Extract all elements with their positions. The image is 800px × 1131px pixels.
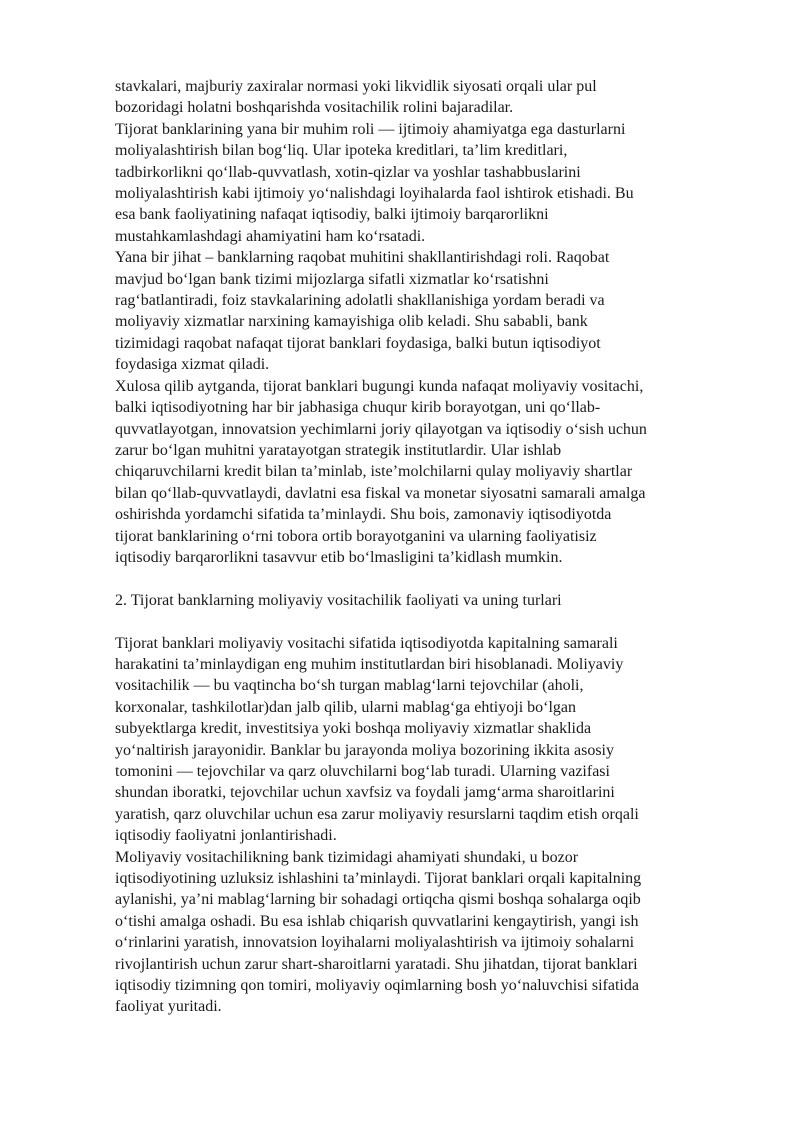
paragraph-intermediation-definition (115, 633, 745, 847)
text-line: harakatini ta’minlaydigan eng muhim institutlardan biri hisoblanadi. Moliyaviy (115, 655, 624, 673)
paragraph-competition (115, 247, 745, 375)
spacer (115, 568, 745, 589)
text-line: iqtisodiy faoliyatni jonlantirishadi. (115, 827, 337, 845)
text-line: korxonalar, tashkilotlar)dan jalb qilib, ularni mablag‘ga ehtiyoji bo‘lgan (115, 698, 577, 716)
text-line: chiqaruvchilarni kredit bilan ta’minlab, iste’molchilarni qulay moliyaviy shartlar (115, 463, 633, 481)
paragraph-conclusion (115, 376, 745, 569)
text-line: esa bank faoliyatining nafaqat iqtisodiy, balki ijtimoiy barqarorlikni (115, 206, 549, 224)
text-line: mustahkamlashdagi ahamiyatini ham ko‘rsatadi. (115, 227, 426, 245)
text-line: subyektlarga kredit, investitsiya yoki boshqa moliyaviy xizmatlar shaklida (115, 720, 592, 738)
text-line: iqtisodiy barqarorlikni tasavvur etib bo‘lmasligini ta’kidlash mumkin. (115, 548, 563, 566)
text-line: bozoridagi holatni boshqarishda vositachilik rolini bajaradilar. (115, 99, 514, 117)
text-line: aylanishi, ya’ni mablag‘larning bir sohadagi ortiqcha qismi boshqa sohalarga oqib (115, 891, 641, 909)
section-body (115, 633, 745, 1018)
spacer (115, 611, 745, 632)
intro-section (115, 76, 745, 568)
text-line: Tijorat banklarining yana bir muhim roli — ijtimoiy ahamiyatga ega dasturlarni (115, 120, 626, 138)
text-line: yaratish, qarz oluvchilar uchun esa zarur moliyaviy resurslarni taqdim etish orqali (115, 805, 639, 823)
text-line: balki iqtisodiyotning har bir jabhasiga chuqur kirib borayotgan, uni qo‘llab- (115, 399, 601, 417)
paragraph-social-role (115, 119, 745, 247)
document-page (115, 76, 745, 1018)
text-line: moliyalashtirish bilan bog‘liq. Ular ipoteka kreditlari, ta’lim kreditlari, (115, 142, 568, 160)
text-line: quvvatlayotgan, innovatsion yechimlarni joriy qilayotgan va iqtisodiy o‘sish uchun (115, 420, 647, 438)
text-line: Tijorat banklari moliyaviy vositachi sifatida iqtisodiyotda kapitalning samarali (115, 634, 618, 652)
text-line: foydasiga xizmat qiladi. (115, 356, 270, 374)
text-line: stavkalari, majburiy zaxiralar normasi yoki likvidlik siyosati orqali ular pul (115, 78, 597, 95)
text-line: Moliyaviy vositachilikning bank tizimidagi ahamiyati shundaki, u bozor (115, 848, 579, 866)
text-line: faoliyat yuritadi. (115, 998, 222, 1016)
section-heading: 2. Tijorat banklarning moliyaviy vositachilik faoliyati va uning turlari (115, 591, 562, 609)
text-line: o‘rinlarini yaratish, innovatsion loyihalarni moliyalashtirish va ijtimoiy sohalarni (115, 934, 635, 952)
text-line: mavjud bo‘lgan bank tizimi mijozlarga sifatli xizmatlar ko‘rsatishni (115, 270, 549, 288)
text-line: tadbirkorlikni qo‘llab-quvvatlash, xotin-qizlar va yoshlar tashabbuslarini (115, 163, 581, 181)
paragraph-intermediation-importance (115, 847, 745, 1018)
text-line: rag‘batlantiradi, foiz stavkalarining adolatli shakllanishiga yordam beradi va (115, 292, 605, 310)
text-line: rivojlantirish uchun zarur shart-sharoitlarni yaratadi. Shu jihatdan, tijorat banklari (115, 955, 638, 973)
text-line: tomonini — tejovchilar va qarz oluvchilarni bog‘lab turadi. Ularning vazifasi (115, 762, 610, 780)
paragraph-monetary-policy (115, 76, 745, 119)
text-line: yo‘naltirish jarayonidir. Banklar bu jarayonda moliya bozorining ikkita asosiy (115, 741, 614, 759)
text-line: moliyalashtirish kabi ijtimoiy yo‘nalishdagi loyihalarda faol ishtirok etishadi. Bu (115, 185, 634, 203)
text-line: o‘tishi amalga oshadi. Bu esa ishlab chiqarish quvvatlarini kengaytirish, yangi ish (115, 912, 639, 930)
text-line: tijorat banklarining o‘rni tobora ortib borayotganini va ularning faoliyatisiz (115, 527, 597, 545)
text-line: iqtisodiyotining uzluksiz ishlashini ta’minlaydi. Tijorat banklari orqali kapitalning (115, 870, 642, 887)
text-line: oshirishda yordamchi sifatida ta’minlaydi. Shu bois, zamonaviy iqtisodiyotda (115, 506, 612, 524)
text-line: vositachilik — bu vaqtincha bo‘sh turgan mablag‘larni tejovchilar (aholi, (115, 677, 584, 695)
text-line: zarur bo‘lgan muhitni yaratayotgan strategik institutlardir. Ular ishlab (115, 441, 562, 459)
text-line: iqtisodiy tizimning qon tomiri, moliyaviy oqimlarning bosh yo‘naluvchisi sifatida (115, 977, 639, 995)
text-line: Yana bir jihat – banklarning raqobat muhitini shakllantirishdagi roli. Raqobat (115, 249, 610, 267)
text-line: Xulosa qilib aytganda, tijorat banklari bugungi kunda nafaqat moliyaviy vositachi, (115, 377, 644, 395)
text-line: tizimidagi raqobat nafaqat tijorat banklari foydasiga, balki butun iqtisodiyot (115, 334, 601, 352)
text-line: bilan qo‘llab-quvvatlaydi, davlatni esa fiskal va monetar siyosatni samarali amalga (115, 484, 646, 502)
text-line: shundan iboratki, tejovchilar uchun xavfsiz va foydali jamg‘arma sharoitlarini (115, 784, 615, 802)
text-line: moliyaviy xizmatlar narxining kamayishiga olib keladi. Shu sababli, bank (115, 313, 588, 331)
